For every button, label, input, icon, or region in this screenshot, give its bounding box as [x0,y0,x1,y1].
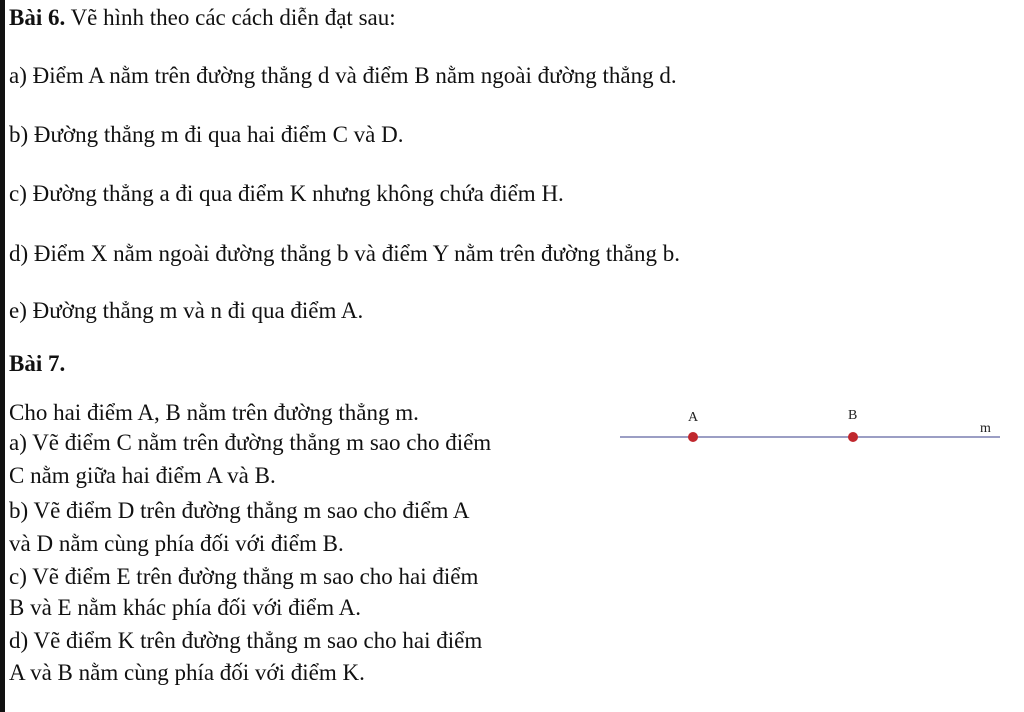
exercise-6-instruction: Vẽ hình theo các cách diễn đạt sau: [65,5,396,30]
exercise-7-title: Bài 7. [9,351,66,376]
line-m-figure [620,395,1010,465]
exercise-7-line-a1: a) Vẽ điểm C nằm trên đường thẳng m sao cho điểm [9,430,492,455]
exercise-7-line-b2: và D nằm cùng phía đối với điểm B. [9,531,344,556]
exercise-6-title: Bài 6. [9,5,66,30]
exercise-6-item-b: b) Đường thẳng m đi qua hai điểm C và D. [9,122,404,147]
exercise-7-line-b1: b) Vẽ điểm D trên đường thẳng m sao cho điểm A [9,498,470,523]
exercise-7-intro: Cho hai điểm A, B nằm trên đường thẳng m. [9,400,419,425]
line-m-label: m [980,421,991,436]
point-b-label: B [848,408,858,423]
point-a-label: A [688,410,699,425]
exercise-7-line-d1: d) Vẽ điểm K trên đường thẳng m sao cho hai điểm [9,628,483,653]
exercise-7-line-c1: c) Vẽ điểm E trên đường thẳng m sao cho hai điểm [9,564,479,589]
exercise-7-line-c2: B và E nằm khác phía đối với điểm A. [9,595,361,620]
point-a [688,432,698,442]
exercise-7-line-a2: C nằm giữa hai điểm A và B. [9,463,276,488]
exercise-6-item-a: a) Điểm A nằm trên đường thẳng d và điểm B nằm ngoài đường thẳng d. [9,63,677,88]
exercise-6-item-c: c) Đường thẳng a đi qua điểm K nhưng không chứa điểm H. [9,181,564,206]
exercise-6-heading [9,4,396,32]
exercise-6-item-e: e) Đường thẳng m và n đi qua điểm A. [9,298,364,323]
left-border [0,0,5,712]
exercise-6-item-d: d) Điểm X nằm ngoài đường thẳng b và điểm Y nằm trên đường thẳng b. [9,241,680,266]
point-b [848,432,858,442]
exercise-7-line-d2: A và B nằm cùng phía đối với điểm K. [9,660,365,685]
